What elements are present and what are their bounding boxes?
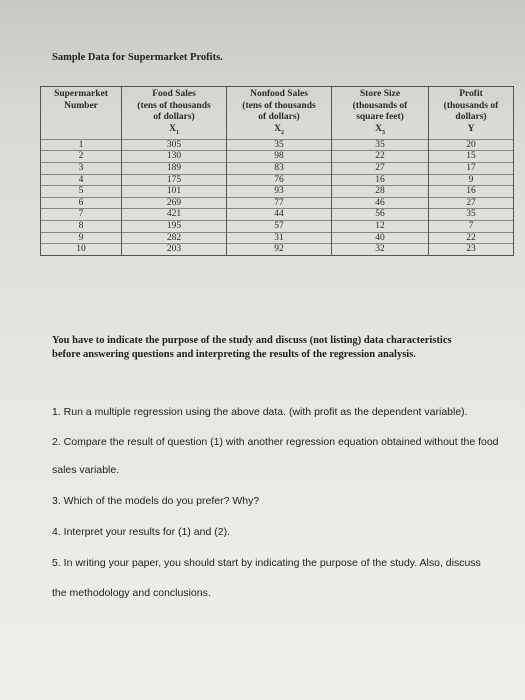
question-3: 3. Which of the models do you prefer? Why? <box>52 495 260 507</box>
variable-x3-label: $X_3$ <box>375 123 385 136</box>
table-cell: 77 <box>227 197 332 209</box>
table-cell: 9 <box>429 174 514 186</box>
table-cell: 40 <box>332 232 429 244</box>
table-cell: 101 <box>122 186 227 198</box>
table-cell: 282 <box>122 232 227 244</box>
table-cell: 7 <box>41 209 122 221</box>
table-cell: 2 <box>41 151 122 163</box>
table-cell: 57 <box>227 221 332 233</box>
table-cell: 9 <box>41 232 122 244</box>
table-cell: 16 <box>332 174 429 186</box>
table-cell: 269 <box>122 197 227 209</box>
table-cell: 15 <box>429 151 514 163</box>
supermarket-data-table <box>40 86 514 256</box>
table-row <box>41 186 514 198</box>
header-store-size: Store Size (thousands of square feet) $X_3$ <box>332 87 429 140</box>
instructions-paragraph: You have to indicate the purpose of the study and discuss (not listing) data characteristics before answering questions and interpreting the results of the regression analysis. <box>52 335 452 360</box>
question-5: 5. In writing your paper, you should start by indicating the purpose of the study. Also, discuss <box>52 557 481 569</box>
table-row <box>41 151 514 163</box>
table-row <box>41 221 514 233</box>
table-cell: 130 <box>122 151 227 163</box>
table-cell: 195 <box>122 221 227 233</box>
question-2: 2. Compare the result of question (1) with another regression equation obtained without the food <box>52 436 499 448</box>
header-profit: Profit (thousands of dollars) Y <box>429 87 514 140</box>
table-cell: 1 <box>41 139 122 151</box>
question-1: 1. Run a multiple regression using the above data. (with profit as the dependent variable). <box>52 406 468 418</box>
question-5-continued: the methodology and conclusions. <box>52 587 211 599</box>
table-cell: 203 <box>122 244 227 256</box>
table-cell: 421 <box>122 209 227 221</box>
table-cell: 76 <box>227 174 332 186</box>
table-cell: 27 <box>332 163 429 175</box>
table-cell: 17 <box>429 163 514 175</box>
table-header-row <box>41 87 514 140</box>
table-cell: 27 <box>429 197 514 209</box>
table-cell: 7 <box>429 221 514 233</box>
table-cell: 56 <box>332 209 429 221</box>
table-body <box>41 139 514 255</box>
table-cell: 20 <box>429 139 514 151</box>
table-cell: 4 <box>41 174 122 186</box>
table-cell: 5 <box>41 186 122 198</box>
table-cell: 44 <box>227 209 332 221</box>
table-cell: 35 <box>429 209 514 221</box>
header-supermarket-number: Supermarket Number <box>41 87 122 140</box>
table-cell: 3 <box>41 163 122 175</box>
table-cell: 28 <box>332 186 429 198</box>
table-row <box>41 244 514 256</box>
table-cell: 46 <box>332 197 429 209</box>
question-2-continued: sales variable. <box>52 464 120 476</box>
table-cell: 83 <box>227 163 332 175</box>
table-cell: 32 <box>332 244 429 256</box>
table-row <box>41 139 514 151</box>
document-title: Sample Data for Supermarket Profits. <box>52 52 223 63</box>
table-row <box>41 209 514 221</box>
table-cell: 92 <box>227 244 332 256</box>
table-cell: 93 <box>227 186 332 198</box>
table-cell: 12 <box>332 221 429 233</box>
table-cell: 31 <box>227 232 332 244</box>
table-row <box>41 174 514 186</box>
table-cell: 189 <box>122 163 227 175</box>
question-4: 4. Interpret your results for (1) and (2). <box>52 526 230 538</box>
table-cell: 35 <box>332 139 429 151</box>
table-cell: 35 <box>227 139 332 151</box>
table-cell: 10 <box>41 244 122 256</box>
table-row <box>41 197 514 209</box>
header-food-sales: Food Sales (tens of thousands of dollars) $X_1$ <box>122 87 227 140</box>
table-cell: 23 <box>429 244 514 256</box>
table-cell: 6 <box>41 197 122 209</box>
table-cell: 8 <box>41 221 122 233</box>
variable-y-label: Y <box>467 123 475 134</box>
variable-x1-label: $X_1$ <box>169 123 179 136</box>
table-row <box>41 163 514 175</box>
table-cell: 175 <box>122 174 227 186</box>
header-nonfood-sales: Nonfood Sales (tens of thousands of dollars) $X_2$ <box>227 87 332 140</box>
table-cell: 22 <box>332 151 429 163</box>
table-cell: 16 <box>429 186 514 198</box>
variable-x2-label: $X_2$ <box>274 123 284 136</box>
table-cell: 305 <box>122 139 227 151</box>
table-cell: 22 <box>429 232 514 244</box>
table-row <box>41 232 514 244</box>
table-cell: 98 <box>227 151 332 163</box>
